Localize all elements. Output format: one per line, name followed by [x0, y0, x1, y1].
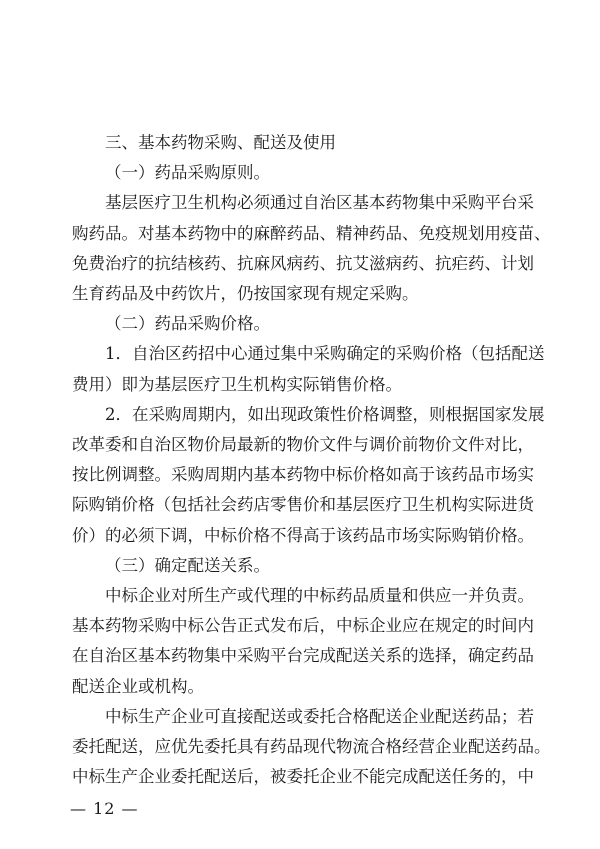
subsection-heading-1: （一）药品采购原则。 [105, 163, 270, 182]
paragraph-line: 1．自治区药招中心通过集中采购确定的采购价格（包括配送 [105, 344, 545, 363]
paragraph-line: 配送企业或机构。 [72, 677, 204, 696]
paragraph-line: 基本药物采购中标公告正式发布后，中标企业应在规定的时间内 [72, 616, 534, 635]
paragraph-line: 免费治疗的抗结核药、抗麻风病药、抗艾滋病药、抗疟药、计划 [72, 254, 534, 273]
paragraph-line: 按比例调整。采购周期内基本药物中标价格如高于该药品市场实 [72, 465, 534, 484]
page-number: — 12 — [70, 799, 139, 818]
paragraph-line: 购药品。对基本药物中的麻醉药品、精神药品、免疫规划用疫苗、 [72, 224, 551, 243]
subsection-heading-3: （三）确定配送关系。 [105, 556, 270, 575]
paragraph-line: 费用）即为基层医疗卫生机构实际销售价格。 [72, 375, 402, 394]
paragraph-line: 中标生产企业委托配送后，被委托企业不能完成配送任务的，中 [72, 767, 534, 786]
paragraph-line: 际购销价格（包括社会药店零售价和基层医疗卫生机构实际进货 [72, 495, 534, 514]
paragraph-line: 改革委和自治区物价局最新的物价文件与调价前物价文件对比， [72, 435, 534, 454]
paragraph-line: 生育药品及中药饮片，仍按国家现有规定采购。 [72, 284, 419, 303]
paragraph-line: 基层医疗卫生机构必须通过自治区基本药物集中采购平台采 [105, 193, 534, 212]
section-heading: 三、基本药物采购、配送及使用 [105, 133, 336, 152]
paragraph-line: 中标企业对所生产或代理的中标药品质量和供应一并负责。 [105, 586, 534, 605]
paragraph-line: 价）的必须下调，中标价格不得高于该药品市场实际购销价格。 [72, 526, 534, 545]
paragraph-line: 在自治区基本药物集中采购平台完成配送关系的选择，确定药品 [72, 646, 534, 665]
paragraph-line: 2．在采购周期内，如出现政策性价格调整，则根据国家发展 [105, 405, 545, 424]
paragraph-line: 中标生产企业可直接配送或委托合格配送企业配送药品；若 [105, 707, 534, 726]
subsection-heading-2: （二）药品采购价格。 [105, 314, 270, 333]
paragraph-line: 委托配送，应优先委托具有药品现代物流合格经营企业配送药品。 [72, 737, 551, 756]
